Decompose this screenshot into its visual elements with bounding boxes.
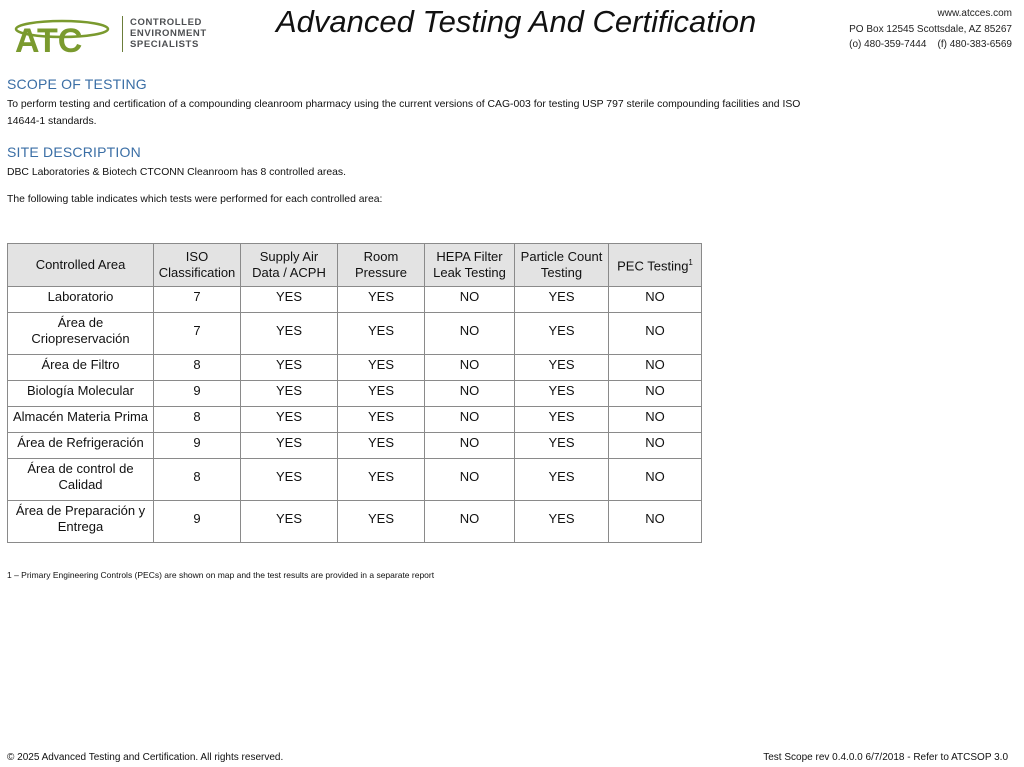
- table-row: [8, 501, 702, 543]
- contact-block: [849, 6, 1012, 53]
- particle-count-cell: YES: [515, 313, 609, 355]
- iso-cell: 7: [154, 313, 241, 355]
- logo-letters: ATC: [15, 22, 83, 56]
- area-name: Calidad: [58, 476, 103, 492]
- area-name: Biología Molecular: [27, 382, 134, 398]
- pec-cell: NO: [609, 407, 702, 433]
- hepa-cell: NO: [425, 433, 515, 459]
- area-name: Entrega: [57, 518, 104, 534]
- logo-wordmark: [130, 17, 207, 50]
- pec-cell: NO: [609, 501, 702, 543]
- header-particle-count: [515, 244, 609, 287]
- room-pressure-cell: YES: [338, 355, 425, 381]
- copyright-notice: © 2025 Advanced Testing and Certification. All rights reserved.: [7, 752, 284, 763]
- revision-note: Test Scope rev 0.4.0.0 6/7/2018 - Refer to ATCSOP 3.0: [763, 752, 1008, 763]
- supply-air-cell: YES: [241, 355, 338, 381]
- area-name: Criopreservación: [31, 330, 130, 346]
- particle-count-cell: YES: [515, 381, 609, 407]
- header-line: Supply Air: [259, 249, 319, 264]
- header-line: Particle Count: [520, 249, 603, 264]
- pec-cell: NO: [609, 433, 702, 459]
- scope-text-line: To perform testing and certification of a compounding cleanroom pharmacy using the current versions of CAG-003 for testing USP 797 sterile compounding facilities and ISO: [7, 99, 801, 110]
- header-room-pressure: [338, 244, 425, 287]
- room-pressure-cell: YES: [338, 459, 425, 501]
- area-name: Área de Filtro: [41, 356, 120, 372]
- hepa-cell: NO: [425, 459, 515, 501]
- logo-word: CONTROLLED: [130, 17, 202, 28]
- particle-count-cell: YES: [515, 355, 609, 381]
- particle-count-cell: YES: [515, 433, 609, 459]
- hepa-cell: NO: [425, 287, 515, 313]
- header-line: PEC Testing: [617, 258, 689, 274]
- logo-word: ENVIRONMENT: [130, 28, 207, 39]
- supply-air-cell: YES: [241, 287, 338, 313]
- area-name: Área de Refrigeración: [17, 434, 144, 450]
- site-heading: SITE DESCRIPTION: [7, 144, 141, 160]
- hepa-cell: NO: [425, 313, 515, 355]
- room-pressure-cell: YES: [338, 433, 425, 459]
- controlled-areas-table: [7, 243, 702, 543]
- area-name: Área de control de: [27, 460, 134, 476]
- area-name: Área de Preparación y: [15, 502, 146, 518]
- document-title: Advanced Testing And Certification: [276, 4, 757, 39]
- table-row: [8, 355, 702, 381]
- iso-cell: 8: [154, 355, 241, 381]
- area-name-cell: [8, 433, 154, 459]
- particle-count-cell: YES: [515, 407, 609, 433]
- footnote: 1 – Primary Engineering Controls (PECs) are shown on map and the test results are provided in a separate report: [7, 570, 435, 580]
- footnote-marker: 1: [688, 258, 693, 268]
- room-pressure-cell: YES: [338, 381, 425, 407]
- area-name-cell: [8, 381, 154, 407]
- site-text: DBC Laboratories & Biotech CTCONN Cleanroom has 8 controlled areas.: [7, 167, 346, 178]
- supply-air-cell: YES: [241, 381, 338, 407]
- supply-air-cell: YES: [241, 501, 338, 543]
- supply-air-cell: YES: [241, 459, 338, 501]
- table-row: [8, 287, 702, 313]
- logo-divider: [122, 16, 123, 52]
- header-hepa-filter: [425, 244, 515, 287]
- header-line: Room: [363, 249, 399, 264]
- table-row: [8, 459, 702, 501]
- header-line: HEPA Filter: [436, 249, 503, 264]
- hepa-cell: NO: [425, 501, 515, 543]
- header-line: Testing: [540, 265, 583, 280]
- header-line: Pressure: [354, 265, 408, 280]
- company-logo: [12, 12, 212, 56]
- table-row: [8, 433, 702, 459]
- particle-count-cell: YES: [515, 287, 609, 313]
- header-supply-air: [241, 244, 338, 287]
- iso-cell: 9: [154, 381, 241, 407]
- pec-cell: NO: [609, 287, 702, 313]
- logo-word: SPECIALISTS: [130, 39, 199, 50]
- supply-air-cell: YES: [241, 407, 338, 433]
- scope-text-line: 14644-1 standards.: [7, 116, 97, 127]
- pec-cell: NO: [609, 313, 702, 355]
- area-name: Área de: [57, 314, 104, 330]
- iso-cell: 9: [154, 501, 241, 543]
- area-name: Laboratorio: [47, 288, 114, 304]
- website-link[interactable]: www.atcces.com: [937, 8, 1012, 19]
- table-header-row: [8, 244, 702, 287]
- area-name-cell: [8, 407, 154, 433]
- pec-cell: NO: [609, 459, 702, 501]
- table-intro: The following table indicates which tests were performed for each controlled area:: [7, 194, 383, 205]
- supply-air-cell: YES: [241, 433, 338, 459]
- area-name: Almacén Materia Prima: [12, 408, 149, 424]
- area-name-cell: [8, 501, 154, 543]
- room-pressure-cell: YES: [338, 407, 425, 433]
- header-pec-testing: [609, 244, 702, 287]
- atc-logo-mark-icon: [12, 12, 116, 56]
- table-row: [8, 407, 702, 433]
- iso-cell: 9: [154, 433, 241, 459]
- table-row: [8, 313, 702, 355]
- table-row: [8, 381, 702, 407]
- header-line: Data / ACPH: [252, 265, 326, 280]
- hepa-cell: NO: [425, 355, 515, 381]
- pec-cell: NO: [609, 381, 702, 407]
- room-pressure-cell: YES: [338, 287, 425, 313]
- iso-cell: 8: [154, 459, 241, 501]
- room-pressure-cell: YES: [338, 313, 425, 355]
- phone-numbers: (o) 480-359-7444 (f) 480-383-6569: [849, 39, 1012, 50]
- iso-cell: 7: [154, 287, 241, 313]
- hepa-cell: NO: [425, 407, 515, 433]
- hepa-cell: NO: [425, 381, 515, 407]
- particle-count-cell: YES: [515, 501, 609, 543]
- room-pressure-cell: YES: [338, 501, 425, 543]
- header-line: Classification: [158, 265, 236, 280]
- header-line: Leak Testing: [433, 265, 506, 280]
- header-controlled-area: Controlled Area: [8, 244, 154, 287]
- scope-heading: SCOPE OF TESTING: [7, 76, 147, 92]
- area-name-cell: [8, 459, 154, 501]
- scope-text: [7, 96, 800, 130]
- pec-cell: NO: [609, 355, 702, 381]
- iso-cell: 8: [154, 407, 241, 433]
- particle-count-cell: YES: [515, 459, 609, 501]
- header-line: ISO: [185, 249, 209, 264]
- area-name-cell: [8, 355, 154, 381]
- area-name-cell: [8, 313, 154, 355]
- header-iso-classification: [154, 244, 241, 287]
- area-name-cell: [8, 287, 154, 313]
- supply-air-cell: YES: [241, 313, 338, 355]
- mailing-address: PO Box 12545 Scottsdale, AZ 85267: [849, 23, 1012, 35]
